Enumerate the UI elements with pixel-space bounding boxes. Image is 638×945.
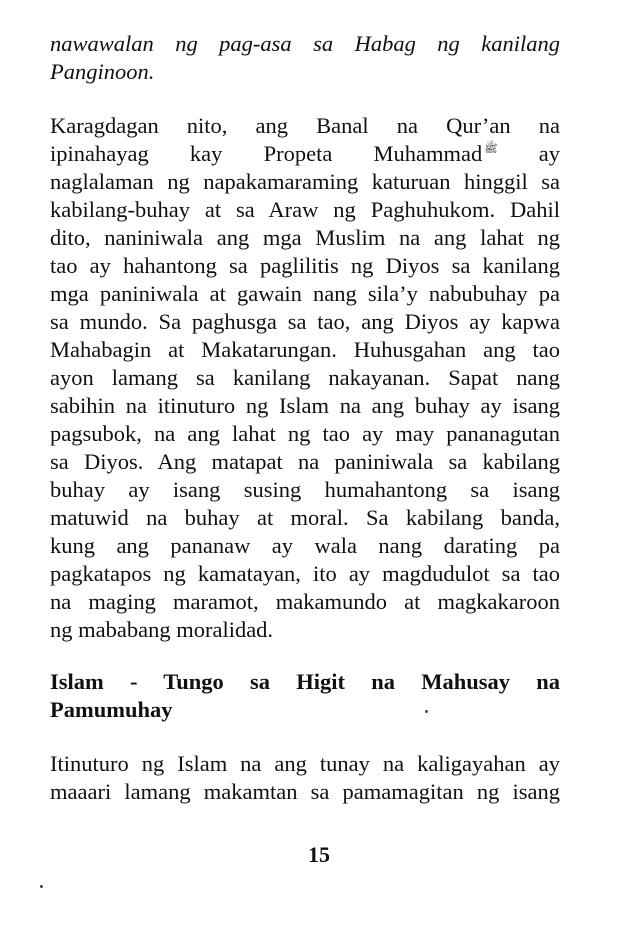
text-line: sa mundo. Sa paghusga sa tao, ang Diyos ay kapwa: [50, 309, 560, 334]
text-line: Itinuturo ng Islam na ang tunay na kaligayahan ay: [50, 751, 560, 776]
text-line: nawawalan ng pag-asa sa Habag ng kanilang: [50, 31, 560, 56]
text-line: sabihin na itinuturo ng Islam na ang buhay ay isang: [50, 393, 560, 418]
text-line: kung ang pananaw ay wala nang darating pa: [50, 533, 560, 558]
text-line: buhay ay isang susing humahantong sa isang: [50, 477, 560, 502]
text-line: pagsubok, na ang lahat ng tao ay may pananagutan: [50, 421, 560, 446]
text-line: mga paniniwala at gawain nang sila’y nabubuhay pa: [50, 281, 560, 306]
page-body: [50, 30, 560, 806]
text-line: ng mababang moralidad.: [50, 617, 274, 642]
body-paragraph-1: [50, 112, 560, 644]
text-line: Karagdagan nito, ang Banal na Qur’an na: [50, 113, 560, 138]
text-line: kabilang-buhay at sa Araw ng Paghuhukom. Dahil: [50, 197, 560, 222]
text-line: na maging maramot, makamundo at magkakaroon: [50, 589, 560, 614]
text-line: dito, naniniwala ang mga Muslim na ang lahat ng: [50, 225, 560, 250]
heading-line: Islam - Tungo sa Higit na Mahusay na: [50, 669, 560, 694]
section-heading: [50, 668, 560, 724]
text-line: matuwid na buhay at moral. Sa kabilang banda,: [50, 505, 560, 530]
intro-italic-paragraph: [50, 30, 560, 86]
heading-line: Pamumuhay: [50, 697, 173, 722]
scan-speck: [425, 710, 428, 713]
pbuh-honorific-icon: ﷺ: [484, 142, 498, 155]
text-line: ayon lamang sa kanilang nakayanan. Sapat nang: [50, 365, 560, 390]
body-paragraph-2: [50, 750, 560, 806]
scan-speck: [40, 885, 43, 888]
text-segment: ipinahayag kay Propeta Muhammad: [50, 141, 483, 166]
text-line: Panginoon.: [50, 59, 155, 84]
text-line: sa Diyos. Ang matapat na paniniwala sa kabilang: [50, 449, 560, 474]
page-number: 15: [308, 842, 330, 867]
text-line: Mahabagin at Makatarungan. Huhusgahan ang tao: [50, 337, 560, 362]
text-line-with-honorific: [50, 140, 560, 168]
text-line: tao ay hahantong sa paglilitis ng Diyos sa kanilang: [50, 253, 560, 278]
text-line: pagkatapos ng kamatayan, ito ay magdudulot sa tao: [50, 561, 560, 586]
text-line: maaari lamang makamtan sa pamamagitan ng isang: [50, 779, 560, 804]
text-line: naglalaman ng napakamaraming katuruan hinggil sa: [50, 169, 560, 194]
text-segment: ay: [538, 141, 560, 166]
